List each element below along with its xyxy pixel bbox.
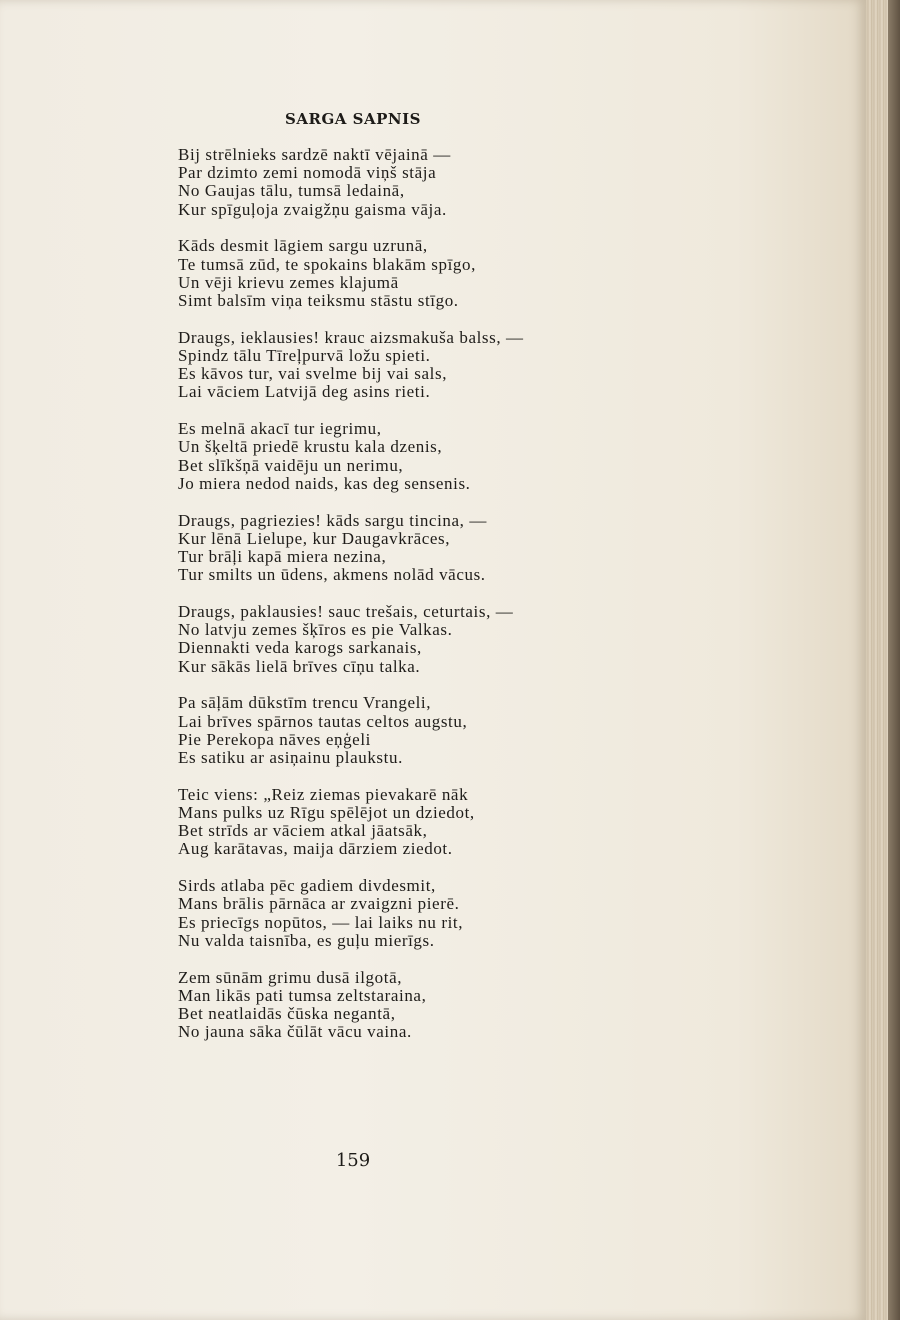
poem-line: Draugs, pagriezies! kāds sargu tincina, —	[178, 510, 487, 530]
stanza	[178, 512, 598, 585]
poem-line: Bij strēlnieks sardzē naktī vējainā —	[178, 145, 451, 164]
poem-line: Es satiku ar asiņainu plaukstu.	[178, 748, 403, 768]
poem-line: Lai vāciem Latvijā deg asins rieti.	[178, 382, 431, 402]
poem-line: Un šķeltā priedē krustu kala dzenis,	[178, 437, 443, 457]
book-spine-shadow	[888, 0, 900, 1320]
poem-line: Teic viens: „Reiz ziemas pievakarē nāk	[178, 784, 469, 804]
poem-line: Kur spīguļoja zvaigžņu gaisma vāja.	[178, 199, 447, 219]
poem-line: Es kāvos tur, vai svelme bij vai sals,	[178, 364, 448, 384]
poem-body	[178, 146, 598, 1060]
poem-line: Es priecīgs nopūtos, — lai laiks nu rit,	[178, 912, 464, 932]
poem-line: Tur brāļi kapā miera nezina,	[178, 547, 387, 567]
stanza	[178, 877, 598, 950]
stanza	[178, 237, 598, 310]
poem-line: Spindz tālu Tīreļpurvā ložu spieti.	[178, 346, 431, 366]
poem-line: Draugs, paklausies! sauc trešais, ceturtais, —	[178, 602, 514, 622]
poem-line: Bet neatlaidās čūska negantā,	[178, 1004, 396, 1024]
poem-line: Te tumsā zūd, te spokains blakām spīgo,	[178, 254, 476, 274]
poem-line: Bet strīds ar vāciem atkal jāatsāk,	[178, 821, 428, 841]
poem-line: Mans brālis pārnāca ar zvaigzni pierē.	[178, 894, 460, 914]
poem-line: Mans pulks uz Rīgu spēlējot un dziedot,	[178, 803, 475, 823]
poem-title: SARGA SAPNIS	[285, 110, 421, 128]
poem-line: Pa sāļām dūkstīm trencu Vrangeli,	[178, 693, 432, 713]
stanza	[178, 329, 598, 402]
poem-line: Kāds desmit lāgiem sargu uzrunā,	[178, 236, 428, 256]
poem-line: Man likās pati tumsa zeltstaraina,	[178, 985, 427, 1005]
poem-line: Kur lēnā Lielupe, kur Daugavkrāces,	[178, 528, 451, 548]
poem-line: Lai brīves spārnos tautas celtos augstu,	[178, 711, 468, 731]
poem-line: Tur smilts un ūdens, akmens nolād vācus.	[178, 565, 486, 585]
poem-line: No Gaujas tālu, tumsā ledainā,	[178, 181, 405, 201]
poem-line: Jo miera nedod naids, kas deg sensenis.	[178, 473, 471, 493]
poem-line: Bet slīkšņā vaidēju un nerimu,	[178, 455, 404, 475]
stanza	[178, 969, 598, 1042]
stanza	[178, 420, 598, 493]
poem-line: Sirds atlaba pēc gadiem divdesmit,	[178, 876, 436, 896]
poem-line: No jauna sāka čūlāt vācu vaina.	[178, 1022, 412, 1042]
poem-line: Simt balsīm viņa teiksmu stāstu stīgo.	[178, 291, 459, 311]
poem-line: Aug karātavas, maija dārziem ziedot.	[178, 839, 453, 859]
poem-line: Diennakti veda karogs sarkanais,	[178, 638, 422, 658]
stanza	[178, 694, 598, 767]
poem-line: Nu valda taisnība, es guļu mierīgs.	[178, 930, 435, 950]
poem-line: Kur sākās lielā brīves cīņu talka.	[178, 656, 421, 676]
poem-line: Draugs, ieklausies! krauc aizsmakuša balss, —	[178, 327, 524, 347]
poem-line: No latvju zemes šķīros es pie Valkas.	[178, 620, 453, 640]
stanza	[178, 786, 598, 859]
page-number: 159	[335, 1150, 371, 1171]
poem-line: Par dzimto zemi nomodā viņš stāja	[178, 163, 437, 183]
poem-line: Pie Perekopa nāves eņģeli	[178, 729, 371, 749]
stanza	[178, 603, 598, 676]
stanza	[178, 146, 598, 219]
poem-line: Zem sūnām grimu dusā ilgotā,	[178, 967, 403, 987]
poem-line: Es melnā akacī tur iegrimu,	[178, 419, 382, 439]
poem-line: Un vēji krievu zemes klajumā	[178, 272, 399, 292]
